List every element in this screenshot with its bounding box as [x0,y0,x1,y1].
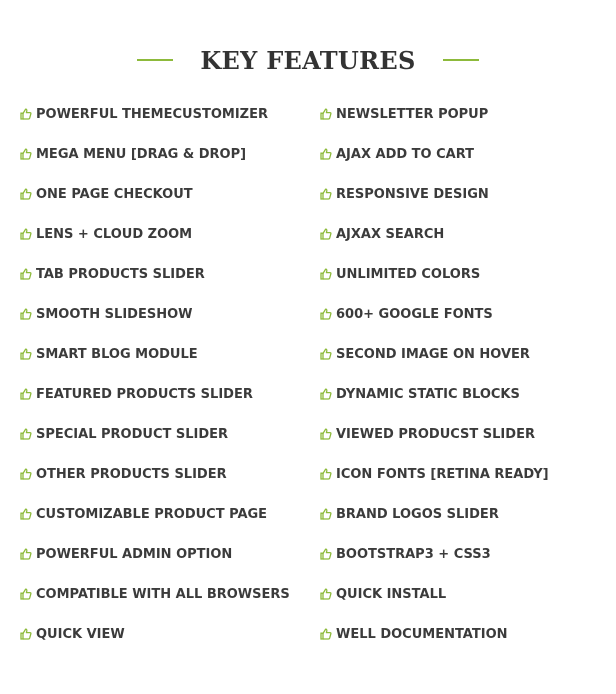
feature-label: OTHER PRODUCTS SLIDER [36,466,227,482]
thumbs-up-icon [20,628,32,640]
thumbs-up-icon [20,348,32,360]
thumbs-up-icon [20,468,32,480]
thumbs-up-icon [20,188,32,200]
feature-label: SPECIAL PRODUCT SLIDER [36,426,229,442]
feature-list-right [320,104,549,664]
thumbs-up-icon [320,108,332,120]
feature-label: UNLIMITED COLORS [336,266,481,282]
feature-item [320,144,549,164]
thumbs-up-icon [20,268,32,280]
feature-label: VIEWED PRODUCST SLIDER [336,426,535,442]
feature-label: 600+ GOOGLE FONTS [336,306,493,322]
thumbs-up-icon [320,468,332,480]
feature-label: BRAND LOGOS SLIDER [336,506,499,522]
feature-label: MEGA MENU [DRAG & DROP] [36,146,247,162]
feature-item [20,144,290,164]
feature-label: AJXAX SEARCH [336,226,445,242]
feature-label: POWERFUL ADMIN OPTION [36,546,233,562]
feature-item [320,384,549,404]
feature-item [20,304,290,324]
feature-item [320,184,549,204]
feature-label: LENS + CLOUD ZOOM [36,226,193,242]
feature-label: ONE PAGE CHECKOUT [36,186,193,202]
feature-item [20,464,290,484]
thumbs-up-icon [320,548,332,560]
feature-label: QUICK INSTALL [336,586,447,602]
feature-item [20,624,290,644]
thumbs-up-icon [20,508,32,520]
feature-item [320,264,549,284]
feature-label: SMOOTH SLIDESHOW [36,306,193,322]
thumbs-up-icon [320,388,332,400]
feature-label: QUICK VIEW [36,626,125,642]
feature-label: SMART BLOG MODULE [36,346,198,362]
thumbs-up-icon [320,268,332,280]
thumbs-up-icon [320,588,332,600]
thumbs-up-icon [20,428,32,440]
feature-item [320,584,549,604]
feature-label: DYNAMIC STATIC BLOCKS [336,386,520,402]
feature-label: WELL DOCUMENTATION [336,626,508,642]
feature-item [320,224,549,244]
feature-item [320,624,549,644]
feature-list-left [20,104,290,664]
feature-item [20,184,290,204]
title-rule-right [443,59,479,61]
thumbs-up-icon [20,388,32,400]
feature-label: NEWSLETTER POPUP [336,106,489,122]
thumbs-up-icon [320,188,332,200]
thumbs-up-icon [320,228,332,240]
feature-label: CUSTOMIZABLE PRODUCT PAGE [36,506,268,522]
thumbs-up-icon [20,228,32,240]
feature-item [320,544,549,564]
feature-item [20,224,290,244]
thumbs-up-icon [320,628,332,640]
feature-item [20,584,290,604]
page-title: KEY FEATURES [200,45,416,75]
feature-item [320,504,549,524]
feature-item [20,544,290,564]
thumbs-up-icon [320,428,332,440]
feature-item [320,344,549,364]
thumbs-up-icon [320,348,332,360]
feature-label: FEATURED PRODUCTS SLIDER [36,386,253,402]
feature-item [320,304,549,324]
thumbs-up-icon [20,148,32,160]
feature-label: TAB PRODUCTS SLIDER [36,266,205,282]
feature-item [20,344,290,364]
thumbs-up-icon [320,508,332,520]
feature-label: BOOTSTRAP3 + CSS3 [336,546,491,562]
feature-label: AJAX ADD TO CART [336,146,475,162]
feature-item [320,104,549,124]
feature-label: COMPATIBLE WITH ALL BROWSERS [36,586,290,602]
thumbs-up-icon [320,148,332,160]
feature-label: POWERFUL THEMECUSTOMIZER [36,106,268,122]
feature-item [20,384,290,404]
thumbs-up-icon [320,308,332,320]
feature-item [320,424,549,444]
feature-label: RESPONSIVE DESIGN [336,186,489,202]
feature-item [320,464,549,484]
title-rule-left [137,59,173,61]
feature-item [20,264,290,284]
feature-item [20,504,290,524]
thumbs-up-icon [20,548,32,560]
feature-label: SECOND IMAGE ON HOVER [336,346,530,362]
thumbs-up-icon [20,308,32,320]
thumbs-up-icon [20,108,32,120]
feature-item [20,424,290,444]
thumbs-up-icon [20,588,32,600]
feature-label: ICON FONTS [RETINA READY] [336,466,549,482]
section-header [0,40,616,80]
feature-item [20,104,290,124]
